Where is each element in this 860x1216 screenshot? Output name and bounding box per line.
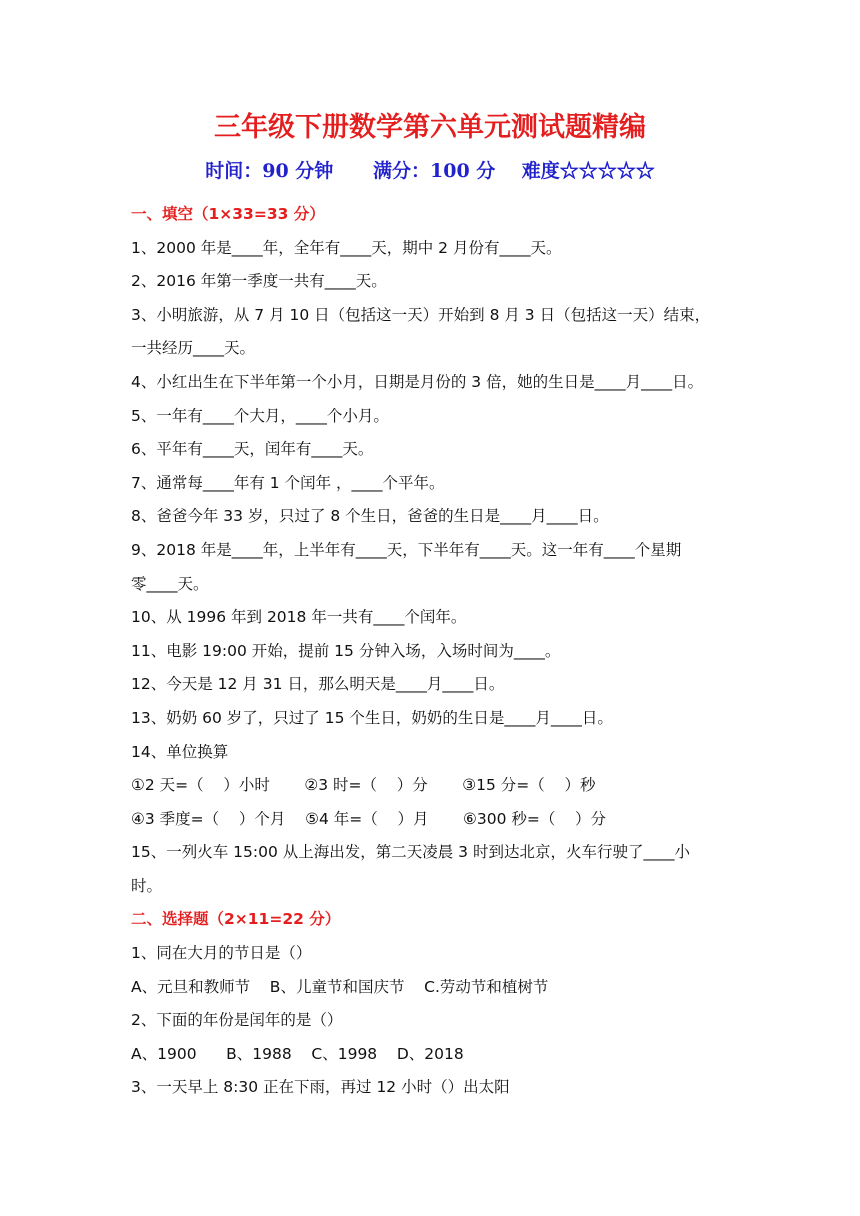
question-line: 12、今天是 12 月 31 日，那么明天是____月____日。 [131,675,505,694]
document-title: 三年级下册数学第六单元测试题精编 [214,112,646,143]
unit-conversion-line: ①2 天=（ ）小时 ②3 时=（ ）分 ③15 分=（ ）秒 [131,776,596,795]
unit-conversion-line: ④3 季度=（ ）个月 ⑤4 年=（ ）月 ⑥300 秒=（ ）分 [131,809,607,828]
question-line: 15、一列火车 15:00 从上海出发，第二天凌晨 3 时到达北京，火车行驶了____小 [131,843,690,862]
question-line: 13、奶奶 60 岁了，只过了 15 个生日，奶奶的生日是____月____日。 [131,708,613,727]
question-line: 1、2000 年是____年，全年有____天，期中 2 月份有____天。 [131,238,562,257]
question-line: 一共经历____天。 [131,339,256,358]
question-line: 8、爸爸今年 33 岁，只过了 8 个生日，爸爸的生日是____月____日。 [131,507,609,526]
question-line: 3、小明旅游，从 7 月 10 日（包括这一天）开始到 8 月 3 日（包括这一天）结束， [131,305,711,324]
section-heading-multiple-choice: 二、选择题（2×11=22 分） [131,910,341,929]
question-line: 14、单位换算 [131,742,229,761]
question-line: 9、2018 年是____年，上半年有____天，下半年有____天。这一年有____个星期 [131,540,682,559]
document-body [131,198,751,1105]
question-line: 时。 [131,876,163,895]
section-heading-fill-blank: 一、填空（1×33=33 分） [131,205,325,223]
question-line: 2、下面的年份是闰年的是（） [131,1011,343,1030]
answer-options-line: A、1900 B、1988 C、1998 D、2018 [131,1044,464,1063]
exam-time: 时间：90 分钟 [205,160,334,182]
question-line: 3、一天早上 8:30 正在下雨，再过 12 小时（）出太阳 [131,1078,510,1097]
question-line: 5、一年有____个大月，____个小月。 [131,406,389,425]
question-line: 2、2016 年第一季度一共有____天。 [131,272,387,291]
question-line: 10、从 1996 年到 2018 年一共有____个闰年。 [131,608,467,627]
question-line: 6、平年有____天，闰年有____天。 [131,440,374,459]
question-line: 11、电影 19:00 开始，提前 15 分钟入场，入场时间为____。 [131,641,561,660]
exam-info [0,156,860,186]
question-line: 4、小红出生在下半年第一个小月，日期是月份的 3 倍，她的生日是____月____日。 [131,372,704,391]
question-line: 1、同在大月的节日是（） [131,944,312,963]
exam-full-score: 满分：100 分 [373,160,496,182]
question-line: 7、通常每____年有 1 个闰年 ，____个平年。 [131,473,445,492]
question-line: 零____天。 [131,574,209,593]
answer-options-line: A、元旦和教师节 B、儿童节和国庆节 C.劳动节和植树节 [131,977,549,996]
exam-difficulty: 难度☆☆☆☆☆ [521,160,655,182]
